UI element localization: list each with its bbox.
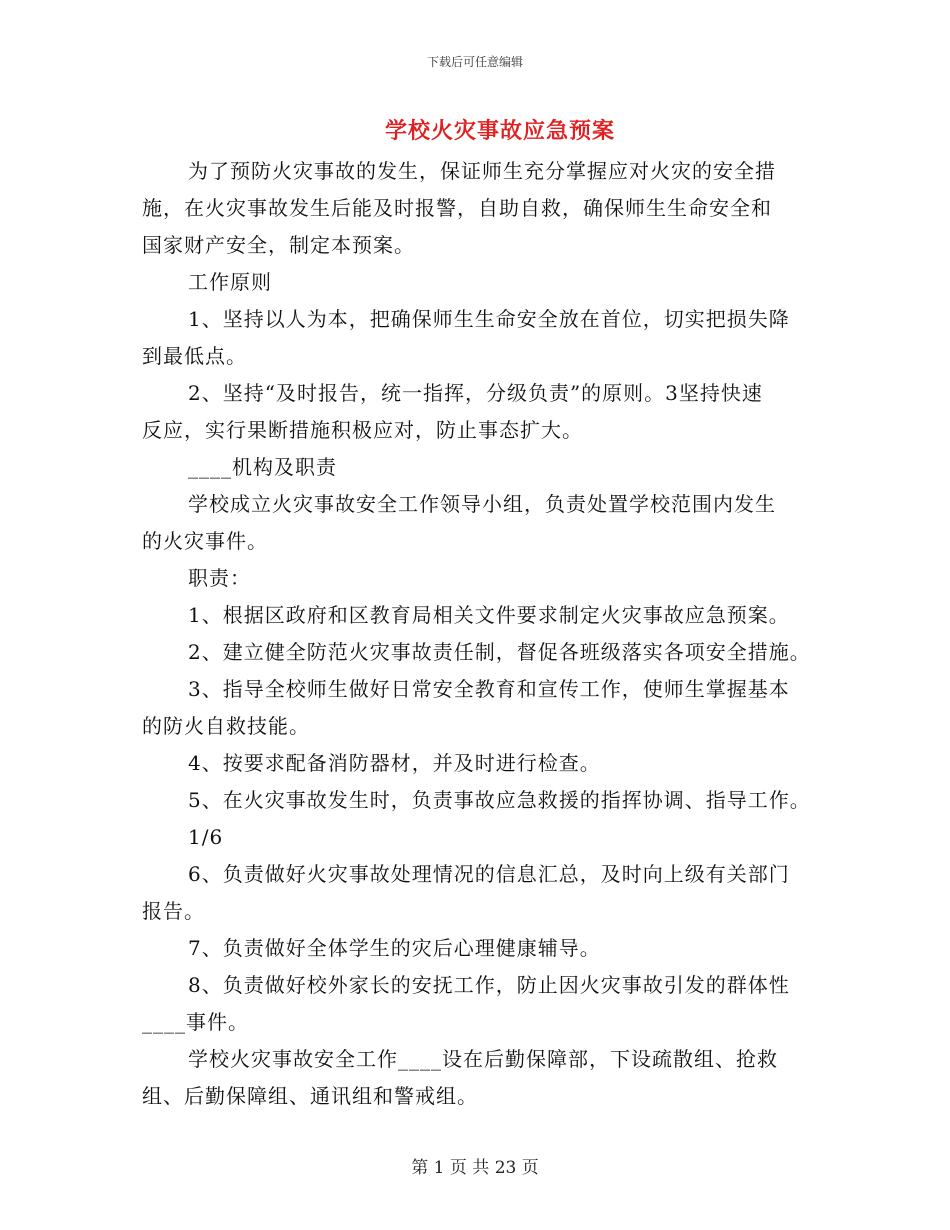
paragraph-line: 6、负责做好火灾事故处理情况的信息汇总，及时向上级有关部门 — [188, 862, 790, 886]
paragraph-line: 学校成立火灾事故安全工作领导小组，负责处置学校范围内发生 — [188, 492, 776, 516]
paragraph-line: 的火灾事件。 — [142, 529, 268, 553]
section-heading: 工作原则 — [188, 270, 272, 294]
header-note: 下载后可任意编辑 — [426, 55, 523, 69]
paragraph-line: 1、根据区政府和区教育局相关文件要求制定火灾事故应急预案。 — [188, 603, 790, 627]
paragraph-line: 3、指导全校师生做好日常安全教育和宣传工作，使师生掌握基本 — [188, 677, 790, 701]
paragraph-line: ____事件。 — [142, 1010, 249, 1034]
paragraph-line: 组、后勤保障组、通讯组和警戒组。 — [142, 1084, 478, 1108]
section-heading: ____机构及职责 — [188, 455, 337, 479]
paragraph-line: 施，在火灾事故发生后能及时报警，自助自救，确保师生生命安全和 — [142, 196, 772, 220]
paragraph-line: 的防火自救技能。 — [142, 714, 310, 738]
section-heading: 职责： — [188, 566, 251, 590]
paragraph-line: 国家财产安全，制定本预案。 — [142, 233, 415, 257]
paragraph-line: 5、在火灾事故发生时，负责事故应急救援的指挥协调、指导工作。 — [188, 788, 811, 812]
paragraph-line: 为了预防火灾事故的发生，保证师生充分掌握应对火灾的安全措 — [188, 159, 776, 183]
paragraph-line: 学校火灾事故安全工作____设在后勤保障部，下设疏散组、抢救 — [188, 1047, 778, 1071]
page-footer: 第 1 页 共 23 页 — [411, 1158, 539, 1178]
document-body — [142, 153, 822, 1115]
paragraph-line: 8、负责做好校外家长的安抚工作，防止因火灾事故引发的群体性 — [188, 973, 790, 997]
paragraph-line: 报告。 — [142, 899, 205, 923]
paragraph-line: 4、按要求配备消防器材，并及时进行检查。 — [188, 751, 601, 775]
paragraph-line: 反应，实行果断措施积极应对，防止事态扩大。 — [142, 418, 583, 442]
paragraph-line: 2、建立健全防范火灾事故责任制，督促各班级落实各项安全措施。 — [188, 640, 811, 664]
paragraph-line: 到最低点。 — [142, 344, 247, 368]
inline-page-marker: 1/6 — [188, 825, 224, 849]
paragraph-line: 2、坚持“及时报告，统一指挥，分级负责”的原则。3坚持快速 — [188, 381, 763, 405]
paragraph-line: 7、负责做好全体学生的灾后心理健康辅导。 — [188, 936, 601, 960]
document-title: 学校火灾事故应急预案 — [384, 118, 615, 144]
paragraph-line: 1、坚持以人为本，把确保师生生命安全放在首位，切实把损失降 — [188, 307, 790, 331]
